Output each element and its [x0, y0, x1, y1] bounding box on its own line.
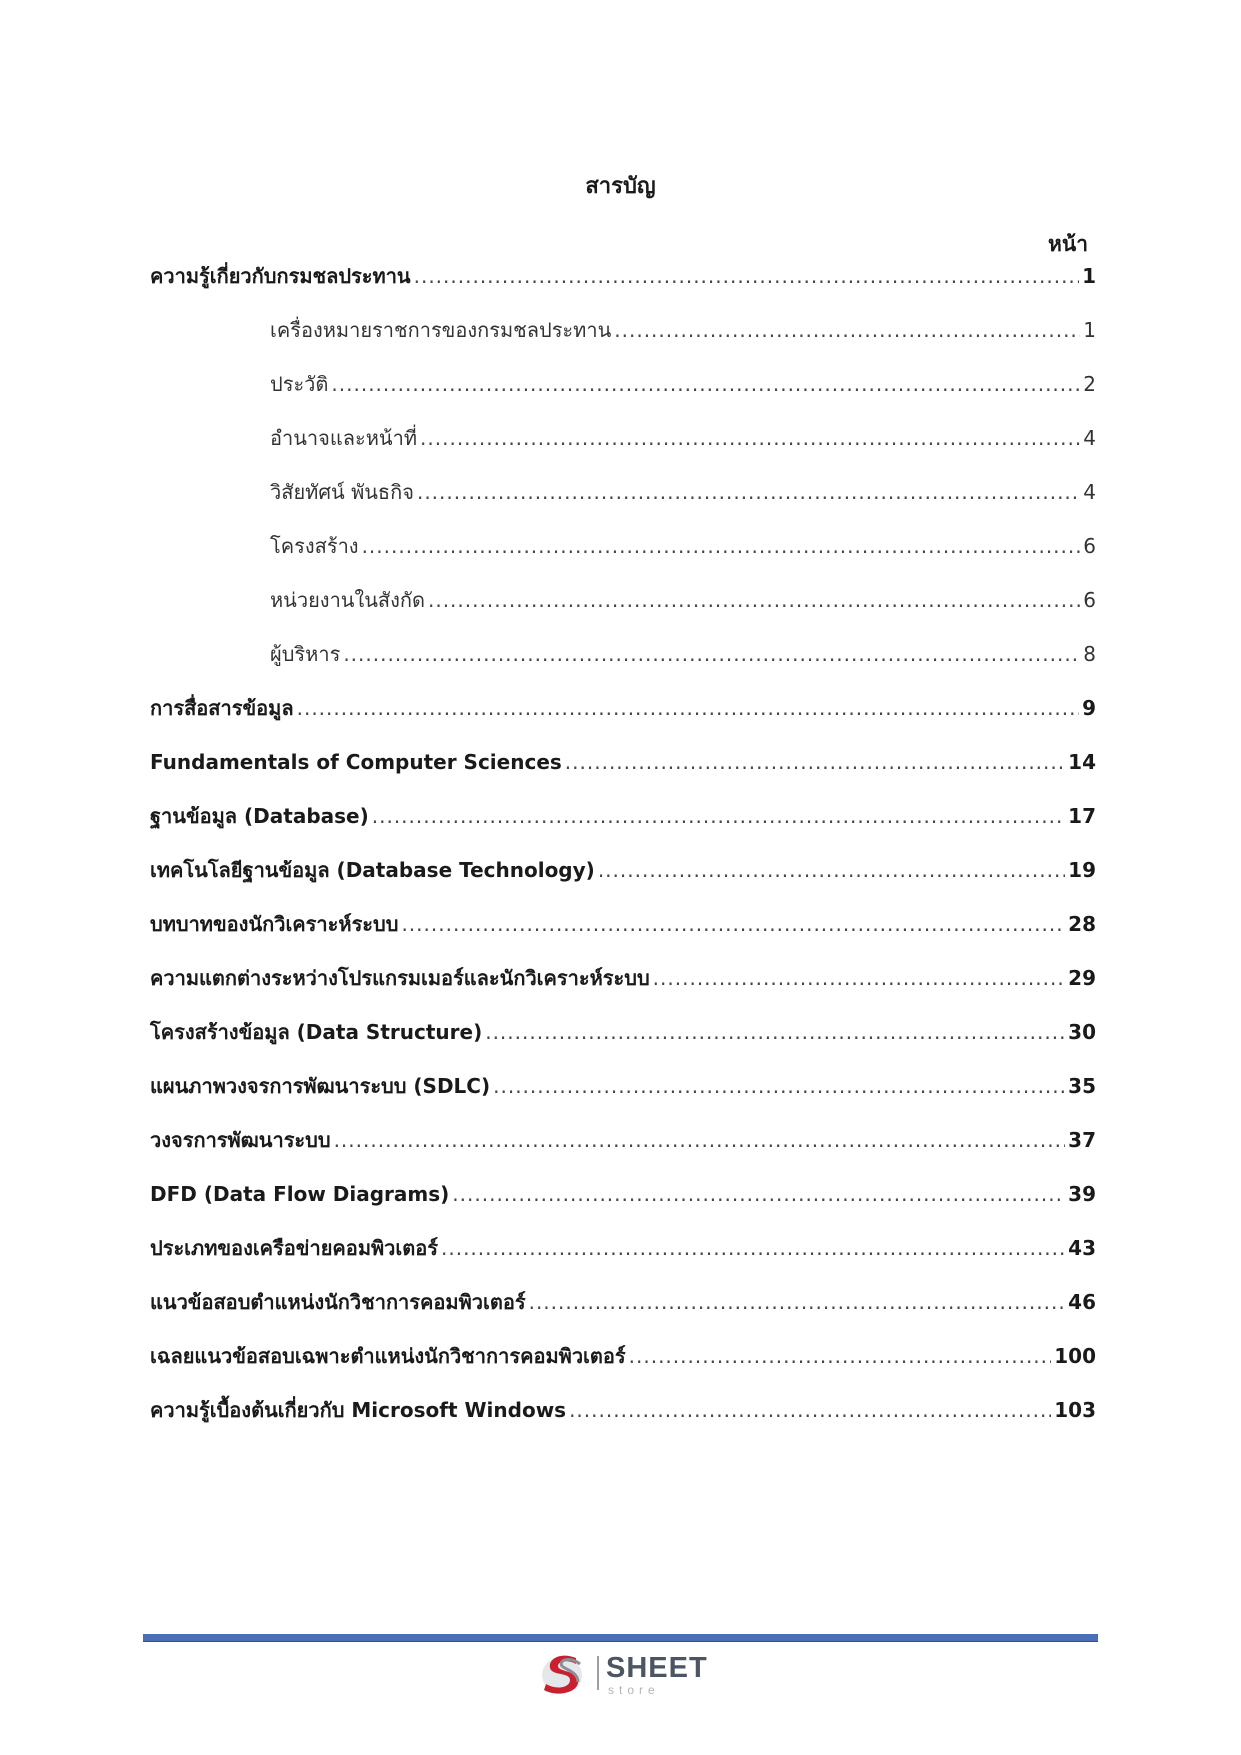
toc-entry	[150, 746, 1096, 778]
toc-entry	[270, 314, 1096, 346]
toc-entry	[270, 368, 1096, 400]
toc-leader-dots	[629, 1340, 1052, 1372]
toc-leader-dots	[362, 530, 1081, 562]
toc-entry-page: 103	[1054, 1398, 1096, 1422]
toc-entry-page: 17	[1068, 804, 1096, 828]
toc-entry-title: ความรู้เกี่ยวกับกรมชลประทาน	[150, 264, 411, 288]
toc-entry	[270, 638, 1096, 670]
toc-entry-page: 29	[1068, 966, 1096, 990]
toc-entry-title: ความแตกต่างระหว่างโปรแกรมเมอร์และนักวิเคราะห์ระบบ	[150, 966, 650, 990]
toc-entry-title: ประเภทของเครือข่ายคอมพิวเตอร์	[150, 1236, 438, 1260]
toc-entry-page: 1	[1082, 264, 1096, 288]
document-title: สารบัญ	[585, 174, 656, 199]
toc-entry-title: ผู้บริหาร	[270, 642, 341, 666]
toc-entry	[150, 1070, 1096, 1102]
toc-leader-dots	[428, 584, 1080, 616]
toc-entry-page: 14	[1068, 750, 1096, 774]
toc-leader-dots	[414, 260, 1079, 292]
toc-entry-title: การสื่อสารข้อมูล	[150, 696, 294, 720]
toc-entry	[150, 908, 1096, 940]
toc-entry-page: 2	[1083, 372, 1096, 396]
logo-brand-text: SHEET	[606, 1652, 708, 1684]
toc-entry-title: เทคโนโลยีฐานข้อมูล (Database Technology)	[150, 858, 595, 882]
toc-leader-dots	[569, 1394, 1051, 1426]
toc-entry-title: ประวัติ	[270, 372, 329, 396]
toc-entry-title: เครื่องหมายราชการของกรมชลประทาน	[270, 318, 612, 342]
toc-entry	[150, 1340, 1096, 1372]
toc-entry-page: 4	[1083, 426, 1096, 450]
toc-entry	[270, 422, 1096, 454]
toc-leader-dots	[372, 800, 1065, 832]
toc-leader-dots	[452, 1178, 1065, 1210]
toc-entry-title: โครงสร้างข้อมูล (Data Structure)	[150, 1020, 483, 1044]
toc-entry	[150, 260, 1096, 292]
toc-entry-title: อำนาจและหน้าที่	[270, 426, 418, 450]
toc-entry-title: แนวข้อสอบตำแหน่งนักวิชาการคอมพิวเตอร์	[150, 1290, 526, 1314]
toc-entry-page: 37	[1068, 1128, 1096, 1152]
toc-entry-title: DFD (Data Flow Diagrams)	[150, 1182, 450, 1206]
sheetstore-logo	[540, 1650, 710, 1696]
toc-entry-title: เฉลยแนวข้อสอบเฉพาะตำแหน่งนักวิชาการคอมพิวเตอร์	[150, 1344, 626, 1368]
toc-entry	[150, 1124, 1096, 1156]
toc-leader-dots	[401, 908, 1065, 940]
toc-entry	[150, 1232, 1096, 1264]
toc-entry	[150, 1394, 1096, 1426]
toc-entry-page: 4	[1083, 480, 1096, 504]
toc-entry-title: แผนภาพวงจรการพัฒนาระบบ (SDLC)	[150, 1074, 491, 1098]
toc-entry	[150, 800, 1096, 832]
toc-leader-dots	[331, 368, 1080, 400]
toc-entry	[150, 962, 1096, 994]
toc-entry-page: 39	[1068, 1182, 1096, 1206]
toc-entry	[270, 530, 1096, 562]
logo-divider	[597, 1656, 599, 1690]
toc-entry	[150, 1286, 1096, 1318]
toc-entry-page: 1	[1083, 318, 1096, 342]
toc-leader-dots	[565, 746, 1065, 778]
toc-entry-title: วิสัยทัศน์ พันธกิจ	[270, 480, 414, 504]
logo-sub-text: store	[608, 1683, 660, 1697]
toc-entry-page: 100	[1054, 1344, 1096, 1368]
toc-entry-page: 8	[1083, 642, 1096, 666]
toc-leader-dots	[420, 422, 1080, 454]
toc-entry-title: บทบาทของนักวิเคราะห์ระบบ	[150, 912, 399, 936]
footer-rule	[143, 1634, 1098, 1642]
toc-leader-dots	[598, 854, 1065, 886]
toc-leader-dots	[493, 1070, 1065, 1102]
toc-entry-title: หน่วยงานในสังกัด	[270, 588, 425, 612]
toc-entry-page: 46	[1068, 1290, 1096, 1314]
toc-leader-dots	[614, 314, 1080, 346]
toc-leader-dots	[653, 962, 1065, 994]
sheetstore-logo-icon	[540, 1650, 588, 1696]
toc-leader-dots	[334, 1124, 1066, 1156]
toc-entry-title: โครงสร้าง	[270, 534, 359, 558]
toc-entry-page: 30	[1068, 1020, 1096, 1044]
toc-leader-dots	[529, 1286, 1066, 1318]
toc-entry	[270, 476, 1096, 508]
toc-leader-dots	[343, 638, 1080, 670]
toc-entry-page: 35	[1068, 1074, 1096, 1098]
toc-leader-dots	[297, 692, 1079, 724]
toc-leader-dots	[417, 476, 1080, 508]
page-column-header: หน้า	[1048, 232, 1088, 256]
toc-entry-page: 43	[1068, 1236, 1096, 1260]
toc-entry	[150, 1178, 1096, 1210]
toc-entry	[150, 1016, 1096, 1048]
toc-entry	[270, 584, 1096, 616]
toc-entry-page: 9	[1082, 696, 1096, 720]
toc-entry-title: Fundamentals of Computer Sciences	[150, 750, 562, 774]
toc-entry-title: ฐานข้อมูล (Database)	[150, 804, 369, 828]
toc-entry-title: ความรู้เบื้องต้นเกี่ยวกับ Microsoft Windows	[150, 1398, 567, 1422]
toc-entry	[150, 854, 1096, 886]
toc-entry-page: 6	[1083, 588, 1096, 612]
toc-entry	[150, 692, 1096, 724]
toc-entry-page: 19	[1068, 858, 1096, 882]
toc-leader-dots	[485, 1016, 1065, 1048]
toc-entry-page: 6	[1083, 534, 1096, 558]
toc-entry-title: วงจรการพัฒนาระบบ	[150, 1128, 331, 1152]
toc-entry-page: 28	[1068, 912, 1096, 936]
toc-leader-dots	[441, 1232, 1065, 1264]
